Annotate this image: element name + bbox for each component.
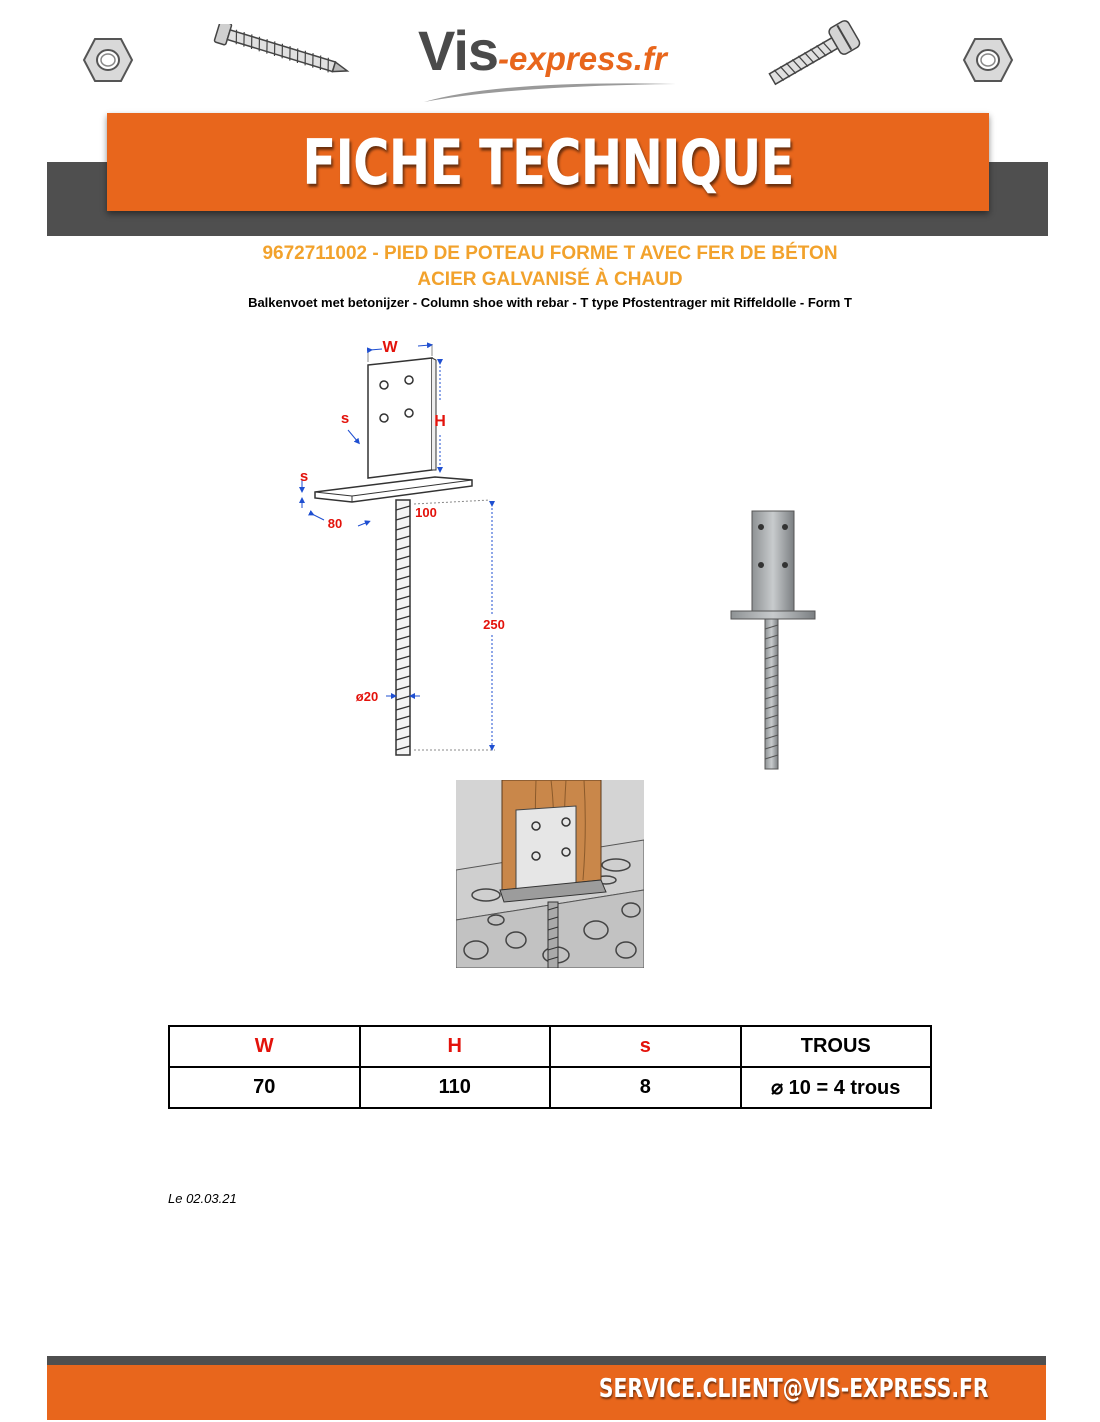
document-date: Le 02.03.21 [168,1191,237,1206]
product-title-line1: 9672711002 - PIED DE POTEAU FORME T AVEC FER DE BÉTON [262,243,838,264]
dimension-label-100: 100 [415,505,437,520]
technical-drawing [290,330,520,760]
product-subtitle: Balkenvoet met betonijzer - Column shoe with rebar - T type Pfostentrager mit Riffeldolle - Form T [248,295,852,310]
spec-value-w: 70 [169,1067,360,1108]
hex-nut-left-icon [82,36,134,84]
machine-screw-icon [762,20,866,90]
footer-gray-band [47,1356,1046,1365]
product-title-line2: ACIER GALVANISÉ À CHAUD [417,269,683,290]
spec-value-h: 110 [360,1067,551,1108]
logo-main-text: Vis [418,19,499,82]
dimension-label-s-plate: s [299,468,309,485]
product-photo [725,505,820,775]
dimension-label-s-top: s [340,410,350,427]
spec-header-trous: TROUS [741,1026,932,1067]
hex-nut-right-icon [962,36,1014,84]
spec-header-s: s [550,1026,741,1067]
dimension-label-h: H [434,413,446,430]
dimension-label-80: 80 [327,516,343,531]
installation-illustration [456,780,644,968]
brand-logo[interactable] [400,10,700,105]
banner-title: FICHE TECHNIQUE [302,125,794,199]
dimension-label-250: 250 [483,617,505,632]
logo-swoosh-icon [420,78,680,104]
spec-header-w: W [169,1026,360,1067]
spec-table-header-row [169,1026,931,1067]
spec-value-trous: ⌀ 10 = 4 trous [741,1067,932,1108]
dimension-label-w: W [382,339,398,356]
wood-screw-icon [212,24,352,80]
title-banner [107,113,989,211]
spec-table-value-row [169,1067,931,1108]
spec-header-h: H [360,1026,551,1067]
footer-banner [47,1365,1046,1420]
spec-table [168,1025,932,1109]
footer-email-link[interactable]: SERVICE.CLIENT@VIS-EXPRESS.FR [598,1374,988,1404]
spec-value-s: 8 [550,1067,741,1108]
dimension-label-d20: ø20 [355,689,379,704]
logo-sub-text: -express.fr [498,40,667,77]
